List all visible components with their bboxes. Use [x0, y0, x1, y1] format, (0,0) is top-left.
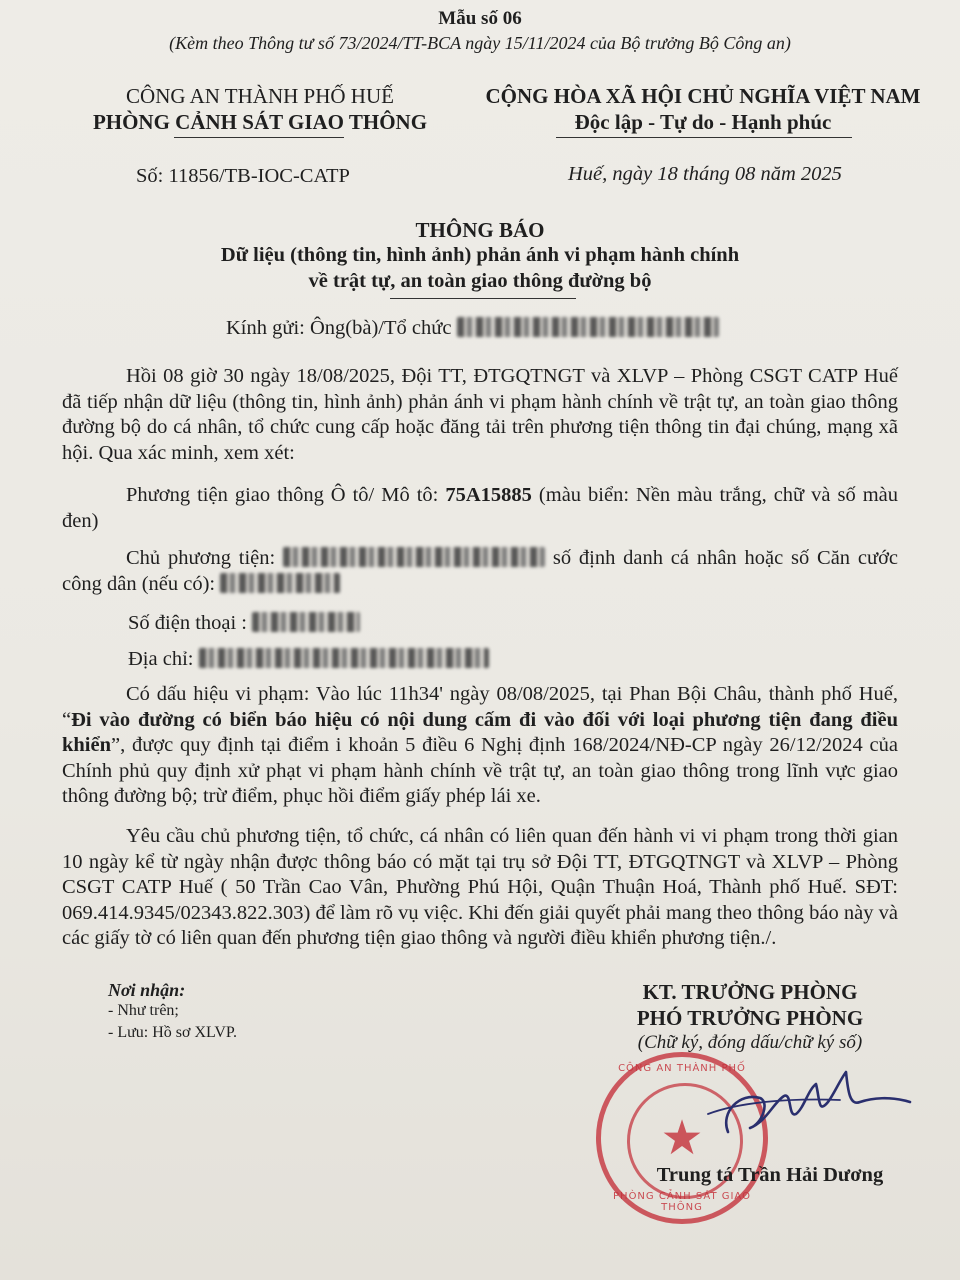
signer-name: Trung tá Trần Hải Dương — [656, 1164, 884, 1186]
document-subtitle-2: về trật tự, an toàn giao thông đường bộ — [308, 270, 652, 292]
agency-underline — [174, 137, 344, 138]
document-number: Số: 11856/TB-IOC-CATP — [136, 165, 350, 187]
recipients-label: Nơi nhận: — [108, 980, 186, 1000]
vehicle-paragraph — [62, 483, 898, 534]
form-note: (Kèm theo Thông tư số 73/2024/TT-BCA ngày 15/11/2024 của Bộ trưởng Bộ Công an) — [169, 33, 791, 53]
violation-description: Đi vào đường có biển báo hiệu có nội dung cấm đi vào đối với loại phương tiện đang điều khiển — [62, 708, 898, 756]
owner-id-label: số định danh cá nhân hoặc số Căn cước công dân (nếu có): — [62, 547, 899, 595]
phone-line — [128, 612, 360, 635]
vehicle-suffix: (màu biển: Nền màu trắng, chữ và số màu đen) — [62, 484, 898, 532]
document-title: THÔNG BÁO — [415, 218, 545, 242]
recipient-line — [226, 317, 719, 340]
redacted-owner-id — [220, 573, 340, 593]
signature-title-2: PHÓ TRƯỞNG PHÒNG — [636, 1006, 864, 1030]
phone-label: Số điện thoại : — [128, 612, 248, 634]
agency-line-2: PHÒNG CẢNH SÁT GIAO THÔNG — [92, 110, 428, 134]
owner-paragraph — [62, 546, 898, 597]
violation-paragraph — [62, 682, 898, 810]
star-icon: ★ — [660, 1112, 704, 1165]
seal-top-text: CÔNG AN THÀNH PHỐ — [618, 1063, 746, 1074]
redacted-address — [199, 648, 489, 668]
address-label: Địa chỉ: — [128, 648, 194, 670]
nation-line-1: CỘNG HÒA XÃ HỘI CHỦ NGHĨA VIỆT NAM — [485, 84, 921, 108]
violation-legal-basis: ”, được quy định tại điểm i khoản 5 điều 6 Nghị định 168/2024/NĐ-CP ngày 26/12/2024 của Chính phủ quy định xử phạt vi phạm hành chính về trật tự, an toàn giao thông trong lĩnh vực giao thông đường bộ; trừ điểm, phục hồi điểm giấy phép lái xe. — [62, 734, 898, 807]
violation-intro: Có dấu hiệu vi phạm: Vào lúc 11h34' ngày 08/08/2025, tại Phan Bội Châu, thành phố Huế, “ — [62, 683, 898, 731]
intro-paragraph: Hồi 08 giờ 30 ngày 18/08/2025, Đội TT, ĐTGQTNGT và XLVP – Phòng CSGT CATP Huế đã tiếp nhận dữ liệu (thông tin, hình ảnh) phản ánh vi phạm hành chính về trật tự, an toàn giao thông đường bộ do cá nhân, tổ chức cung cấp hoặc đăng tải trên phương tiện thông tin đại chúng, mạng xã hội. Qua xác minh, xem xét: — [62, 365, 898, 464]
agency-line-1: CÔNG AN THÀNH PHỐ HUẾ — [126, 84, 394, 108]
handwritten-signature — [700, 1062, 920, 1152]
recipient-item-1: - Như trên; — [108, 1002, 179, 1019]
date-place: Huế, ngày 18 tháng 08 năm 2025 — [568, 163, 842, 185]
owner-label: Chủ phương tiện: — [126, 547, 276, 569]
motto: Độc lập - Tự do - Hạnh phúc — [574, 110, 832, 134]
license-plate: 75A15885 — [445, 484, 532, 506]
form-number: Mẫu số 06 — [438, 8, 522, 29]
signature-title-1: KT. TRƯỞNG PHÒNG — [642, 980, 858, 1004]
signature-note: (Chữ ký, đóng dấu/chữ ký số) — [637, 1032, 863, 1053]
seal-bottom-text: PHÒNG CẢNH SÁT GIAO THÔNG — [613, 1191, 751, 1213]
vehicle-prefix: Phương tiện giao thông Ô tô/ Mô tô: — [126, 484, 446, 506]
redacted-owner-name — [283, 547, 545, 567]
recipient-item-2: - Lưu: Hồ sơ XLVP. — [108, 1024, 237, 1041]
recipient-label: Kính gửi: Ông(bà)/Tổ chức — [226, 317, 452, 339]
redacted-recipient — [457, 317, 719, 337]
request-paragraph: Yêu cầu chủ phương tiện, tổ chức, cá nhân có liên quan đến hành vi vi phạm trong thời gian 10 ngày kể từ ngày nhận được thông báo có mặt tại trụ sở Đội TT, ĐTGQTNGT và XLVP – Phòng CSGT CATP Huế ( 50 Trần Cao Vân, Phường Phú Hội, Quận Thuận Hoá, Thành phố Huế. SĐT: 069.414.9345/02343.822.303) để làm rõ vụ việc. Khi đến giải quyết phải mang theo thông báo này và các giấy tờ có liên quan đến phương tiện giao thông và người điều khiển phương tiện./. — [62, 825, 898, 949]
motto-underline — [556, 137, 852, 138]
title-underline — [390, 298, 576, 299]
document-subtitle-1: Dữ liệu (thông tin, hình ảnh) phản ánh vi phạm hành chính — [220, 244, 740, 266]
address-line — [128, 648, 489, 671]
redacted-phone — [252, 612, 360, 632]
